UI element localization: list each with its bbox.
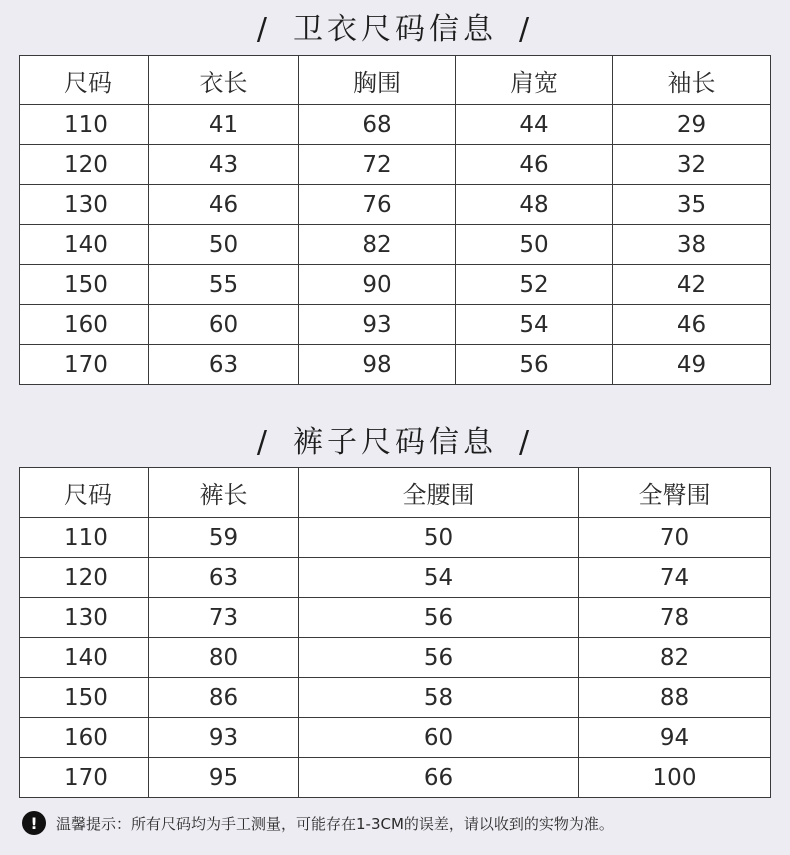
table-cell: 82	[579, 638, 771, 678]
notice-bar	[22, 809, 614, 837]
table-header-row	[20, 56, 771, 105]
table-cell: 42	[613, 265, 771, 305]
table-cell: 48	[456, 185, 613, 225]
table-cell: 74	[579, 558, 771, 598]
table-cell: 52	[456, 265, 613, 305]
table-cell: 150	[20, 265, 149, 305]
table-row	[20, 265, 771, 305]
hoodie-section-title	[0, 4, 790, 48]
table-cell: 56	[456, 345, 613, 385]
pants-section-title	[0, 417, 790, 461]
column-header: 全臀围	[579, 468, 771, 518]
table-cell: 54	[299, 558, 579, 598]
title-slash-right: /	[519, 425, 534, 460]
table-cell: 120	[20, 558, 149, 598]
table-cell: 55	[149, 265, 299, 305]
table-cell: 130	[20, 598, 149, 638]
table-cell: 120	[20, 145, 149, 185]
table-cell: 98	[299, 345, 456, 385]
column-header: 尺码	[20, 468, 149, 518]
table-cell: 49	[613, 345, 771, 385]
table-cell: 56	[299, 598, 579, 638]
pants-size-table	[19, 467, 771, 798]
table-cell: 50	[456, 225, 613, 265]
table-cell: 160	[20, 305, 149, 345]
table-cell: 170	[20, 345, 149, 385]
table-cell: 110	[20, 518, 149, 558]
table-cell: 93	[149, 718, 299, 758]
table-row	[20, 598, 771, 638]
table-cell: 46	[456, 145, 613, 185]
table-row	[20, 758, 771, 798]
pants-title-text: 裤子尺码信息	[293, 425, 497, 460]
table-cell: 160	[20, 718, 149, 758]
table-cell: 32	[613, 145, 771, 185]
table-cell: 150	[20, 678, 149, 718]
hoodie-size-table	[19, 55, 771, 385]
table-cell: 93	[299, 305, 456, 345]
table-row	[20, 718, 771, 758]
table-cell: 41	[149, 105, 299, 145]
table-row	[20, 105, 771, 145]
table-cell: 60	[149, 305, 299, 345]
table-cell: 38	[613, 225, 771, 265]
table-cell: 35	[613, 185, 771, 225]
table-cell: 58	[299, 678, 579, 718]
table-header-row	[20, 468, 771, 518]
table-row	[20, 638, 771, 678]
table-row	[20, 145, 771, 185]
table-cell: 110	[20, 105, 149, 145]
column-header: 尺码	[20, 56, 149, 105]
table-cell: 70	[579, 518, 771, 558]
column-header: 裤长	[149, 468, 299, 518]
table-cell: 140	[20, 225, 149, 265]
title-slash-right: /	[519, 12, 534, 47]
table-cell: 170	[20, 758, 149, 798]
column-header: 胸围	[299, 56, 456, 105]
title-slash-left: /	[256, 425, 271, 460]
table-cell: 50	[299, 518, 579, 558]
table-row	[20, 558, 771, 598]
table-cell: 60	[299, 718, 579, 758]
table-cell: 94	[579, 718, 771, 758]
table-cell: 82	[299, 225, 456, 265]
table-cell: 50	[149, 225, 299, 265]
table-row	[20, 518, 771, 558]
table-row	[20, 345, 771, 385]
table-cell: 46	[149, 185, 299, 225]
table-row	[20, 678, 771, 718]
table-cell: 43	[149, 145, 299, 185]
hoodie-title-text: 卫衣尺码信息	[293, 12, 497, 47]
table-cell: 56	[299, 638, 579, 678]
table-cell: 54	[456, 305, 613, 345]
table-cell: 63	[149, 558, 299, 598]
table-cell: 86	[149, 678, 299, 718]
table-row	[20, 305, 771, 345]
table-cell: 130	[20, 185, 149, 225]
table-cell: 46	[613, 305, 771, 345]
notice-text: 温馨提示：所有尺码均为手工测量，可能存在1-3CM的误差，请以收到的实物为准。	[56, 814, 614, 833]
column-header: 肩宽	[456, 56, 613, 105]
table-cell: 63	[149, 345, 299, 385]
column-header: 全腰围	[299, 468, 579, 518]
table-cell: 72	[299, 145, 456, 185]
table-cell: 68	[299, 105, 456, 145]
table-cell: 140	[20, 638, 149, 678]
table-row	[20, 225, 771, 265]
title-slash-left: /	[256, 12, 271, 47]
table-cell: 66	[299, 758, 579, 798]
table-row	[20, 185, 771, 225]
table-cell: 76	[299, 185, 456, 225]
table-cell: 44	[456, 105, 613, 145]
table-cell: 90	[299, 265, 456, 305]
table-cell: 100	[579, 758, 771, 798]
table-cell: 95	[149, 758, 299, 798]
table-cell: 88	[579, 678, 771, 718]
table-cell: 29	[613, 105, 771, 145]
table-cell: 59	[149, 518, 299, 558]
table-cell: 80	[149, 638, 299, 678]
table-cell: 78	[579, 598, 771, 638]
column-header: 衣长	[149, 56, 299, 105]
table-cell: 73	[149, 598, 299, 638]
exclamation-icon: !	[22, 811, 46, 835]
column-header: 袖长	[613, 56, 771, 105]
